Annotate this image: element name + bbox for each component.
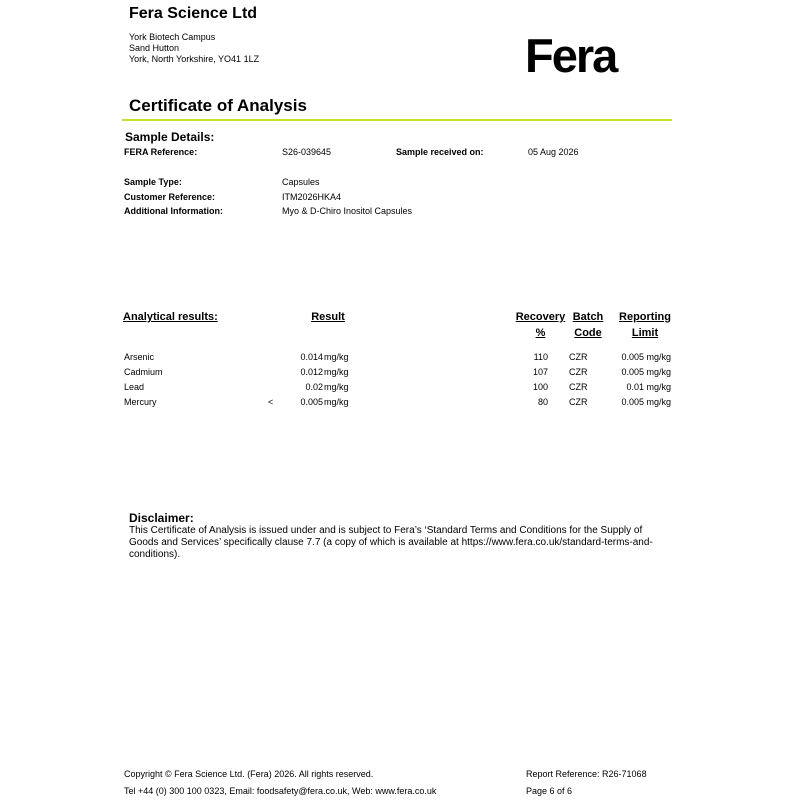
page-title: Certificate of Analysis [129,96,307,115]
sample-type-value: Capsules [282,177,320,187]
result-value: 0.012 [300,367,323,377]
batch-code: CZR [569,397,588,407]
recovery-header-line: % [535,327,546,339]
analyte-name: Lead [124,382,145,392]
fera-logo: Fera [525,29,617,82]
copyright-text: Copyright © Fera Science Ltd. (Fera) 2026. All rights reserved. [124,769,374,779]
batch-code: CZR [569,352,588,362]
batch-column-header [568,309,608,341]
result-unit: mg/kg [324,367,349,377]
analyte-name: Arsenic [124,352,155,362]
contact-text: Tel +44 (0) 300 100 0323, Email: foodsafety@fera.co.uk, Web: www.fera.co.uk [124,786,437,796]
analytical-results-heading: Analytical results: [123,311,218,323]
additional-info-value: Myo & D-Chiro Inositol Capsules [282,206,413,216]
recovery-header-line: Recovery [515,311,566,323]
disclaimer-heading: Disclaimer: [129,511,194,525]
customer-reference-label: Customer Reference: [124,192,216,202]
address-line: York Biotech Campus [129,32,216,42]
result-value: 0.02 [305,382,323,392]
batch-code: CZR [569,382,588,392]
result-column-header: Result [311,311,345,323]
company-address [129,32,259,65]
batch-header-line: Code [574,327,602,339]
company-name: Fera Science Ltd [129,5,258,22]
recovery-value: 110 [533,352,548,362]
address-line: Sand Hutton [129,43,180,53]
result-qualifier: < [268,397,274,407]
sample-type-label: Sample Type: [124,177,182,187]
analyte-name: Cadmium [124,367,163,377]
received-label: Sample received on: [396,147,484,157]
reporting-limit: 0.005 mg/kg [621,367,671,377]
report-reference: Report Reference: R26-71068 [526,769,647,779]
customer-reference-value: ITM2026HKA4 [282,192,342,202]
recovery-column-header [512,309,569,341]
batch-code: CZR [569,367,588,377]
result-unit: mg/kg [324,397,349,407]
sample-details-heading: Sample Details: [125,130,215,144]
disclaimer-text: This Certificate of Analysis is issued under and is subject to Fera’s ‘Standard Terms and Conditions for the Supply of Goods and Services’ specifically clause 7.7 (a copy of which is available at https://www.fera.co.uk/standard-terms-and-conditions). [129,525,653,560]
recovery-value: 100 [532,382,548,392]
address-line: York, North Yorkshire, YO41 1LZ [129,54,260,64]
recovery-value: 80 [537,397,548,407]
batch-header-line: Batch [572,311,604,323]
limit-header-line: Limit [631,327,659,339]
recovery-value: 107 [532,367,548,377]
result-value: 0.014 [300,352,323,362]
received-value: 05 Aug 2026 [528,147,579,157]
additional-info-label: Additional Information: [124,206,223,216]
limit-header-line: Reporting [619,311,671,323]
analyte-name: Mercury [124,397,157,407]
reporting-limit: 0.005 mg/kg [621,352,671,362]
result-unit: mg/kg [324,352,349,362]
fera-reference-value: S26-039645 [282,147,332,157]
title-divider [122,119,672,121]
page-number: Page 6 of 6 [526,786,573,796]
result-value: 0.005 [300,397,323,407]
reporting-limit: 0.01 mg/kg [626,382,671,392]
limit-column-header [614,309,676,341]
result-unit: mg/kg [324,382,349,392]
reporting-limit: 0.005 mg/kg [621,397,671,407]
fera-reference-label: FERA Reference: [124,147,198,157]
